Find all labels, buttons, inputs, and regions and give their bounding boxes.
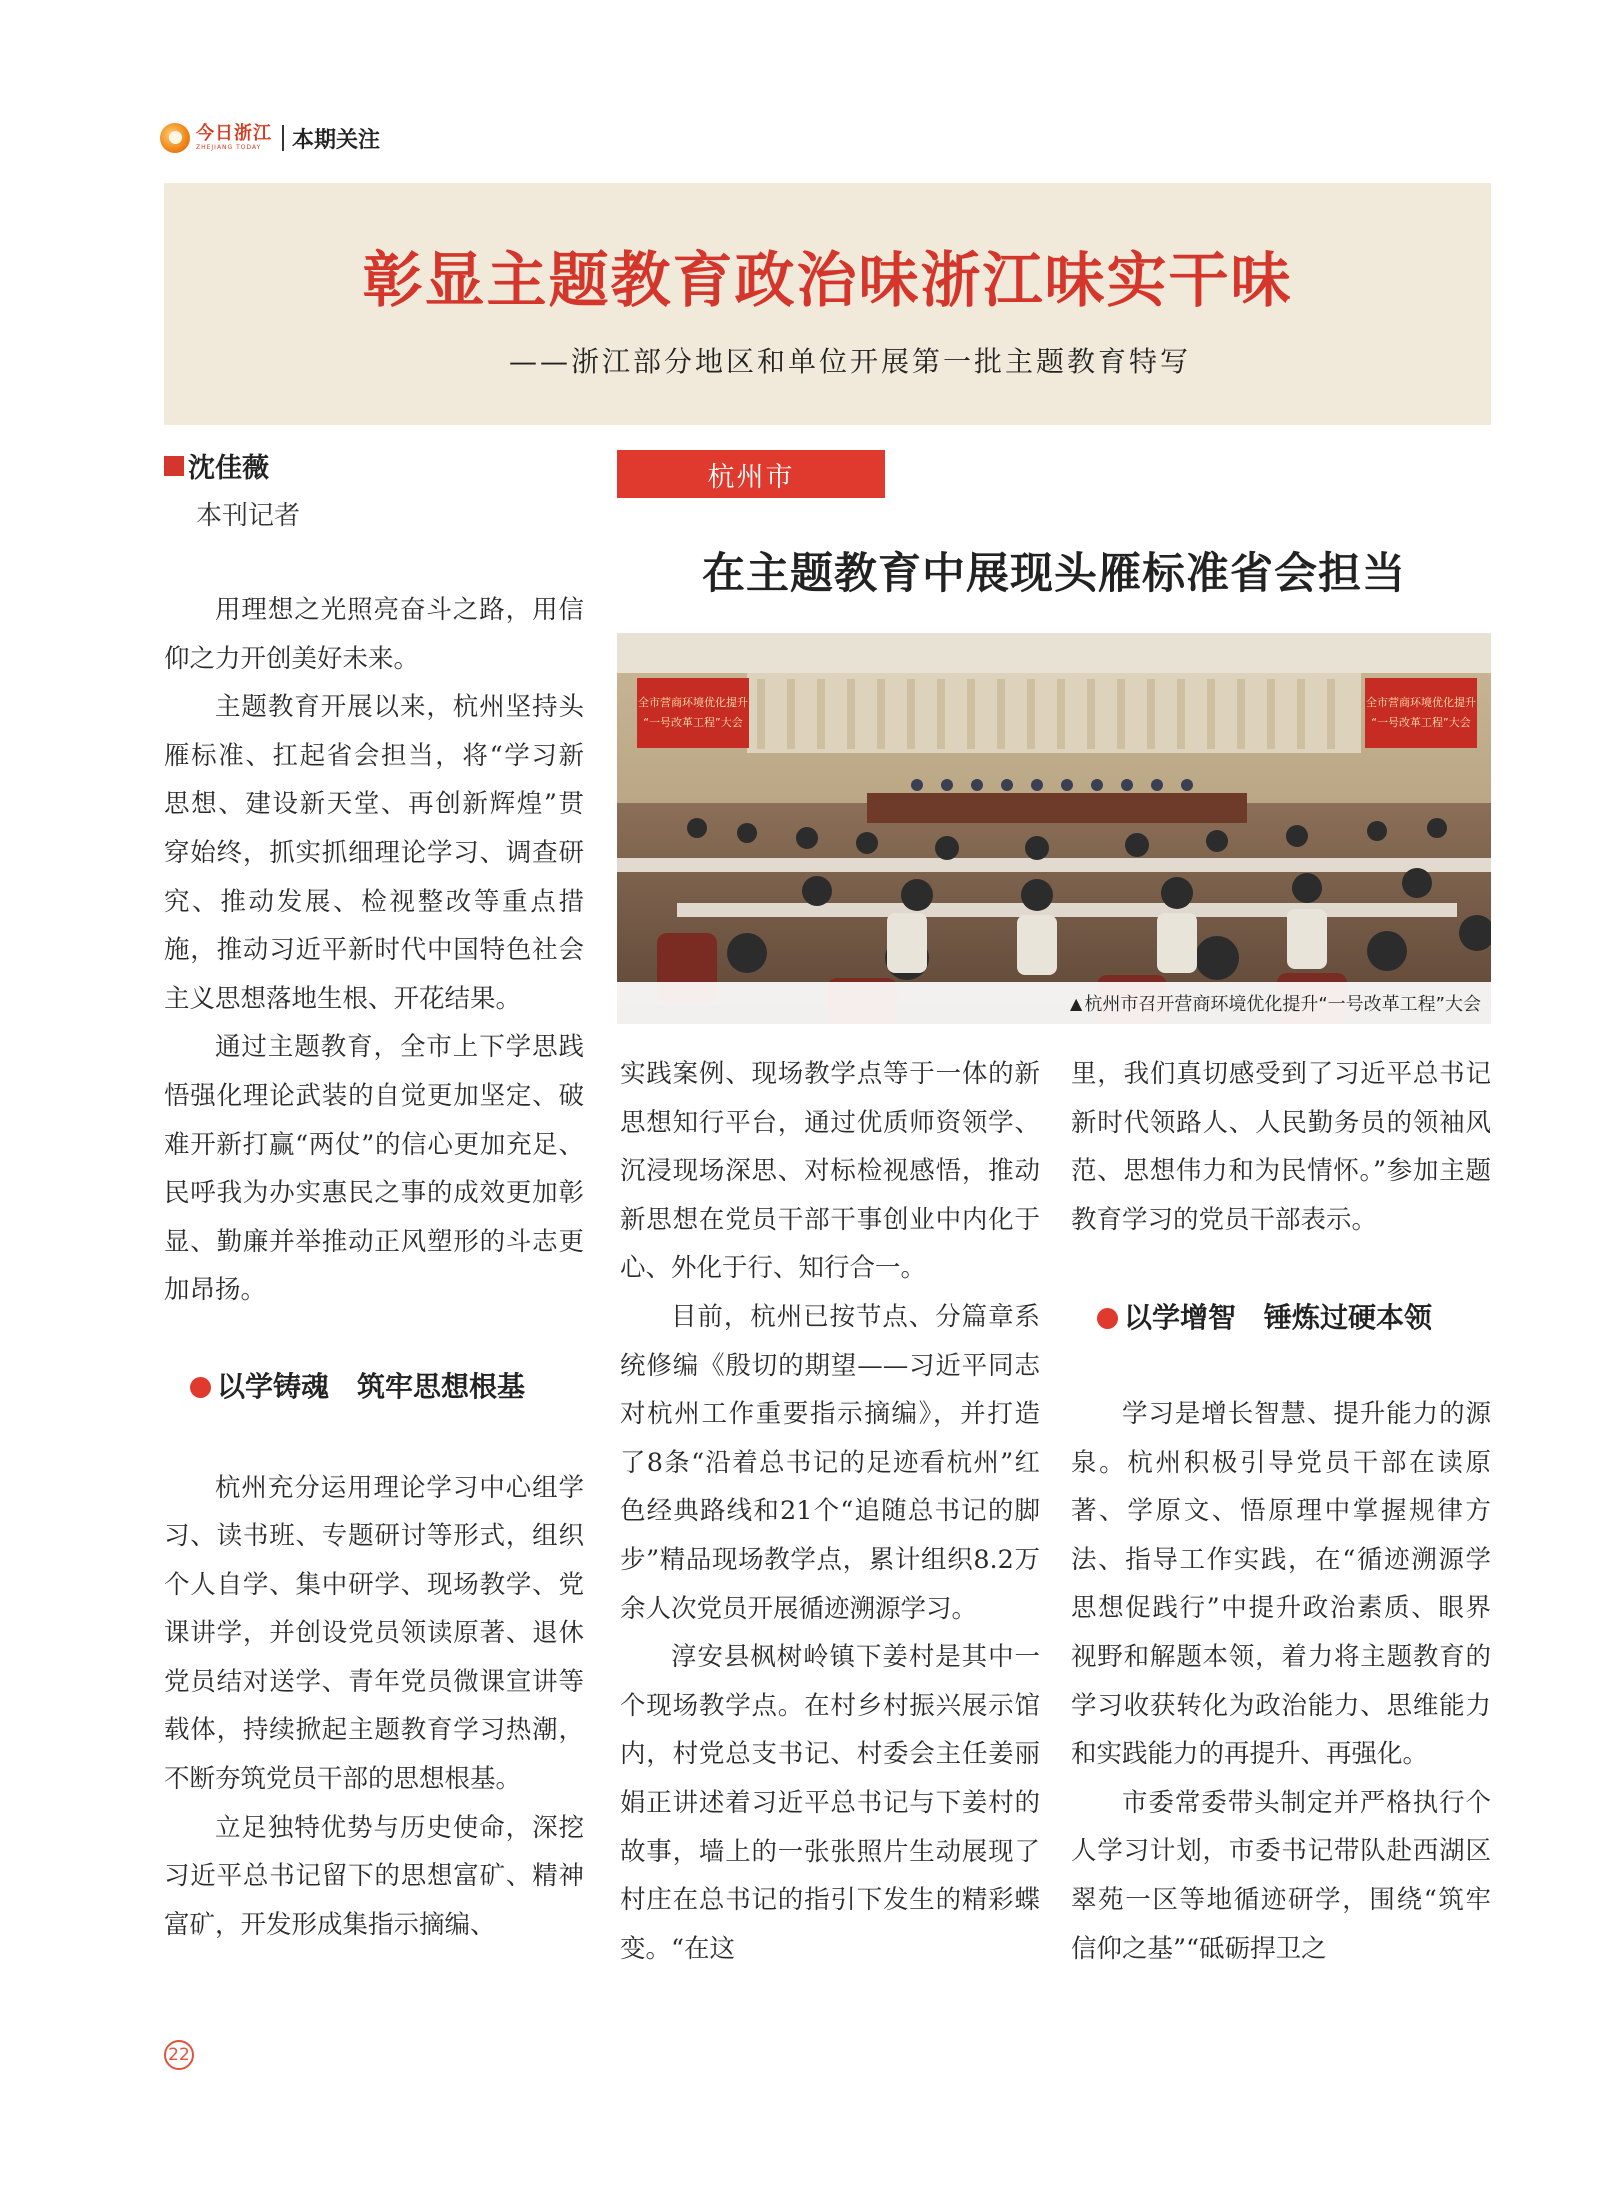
page-number: 22 xyxy=(164,2040,194,2070)
page-title: 彰显主题教育政治味浙江味实干味 xyxy=(362,246,1293,316)
photo-caption-text: 杭州市召开营商环境优化提升“一号改革工程”大会 xyxy=(1084,994,1481,1015)
right-banner-line-1: 全市营商环境优化提升 xyxy=(1366,696,1476,709)
author-role: 本刊记者 xyxy=(196,501,301,531)
logo-text xyxy=(196,124,272,152)
body-column-1 xyxy=(164,586,584,1949)
left-banner-line-2: “一号改革工程”大会 xyxy=(643,716,743,729)
paragraph: 主题教育开展以来，杭州坚持头雁标准、扛起省会担当，将“学习新思想、建设新天堂、再创新辉煌”贯穿始终，抓实抓细理论学习、调查研究、推动发展、检视整改等重点措施，推动习近平新时代中国特色社会主义思想落地生根、开花结果。 xyxy=(164,692,584,1014)
subheading-text: 以学增智 锤炼过硬本领 xyxy=(1124,1301,1433,1335)
author-name xyxy=(164,446,269,485)
paragraph: 通过主题教育，全市上下学思践悟强化理论武装的自觉更加坚定、破难开新打赢“两仗”的信心更加充足、民呼我为办实惠民之事的成效更加彰显、勤廉并举推动正风塑形的斗志更加昂扬。 xyxy=(164,1032,584,1306)
header-divider xyxy=(282,125,284,151)
page-header xyxy=(160,118,380,158)
paragraph-continued: 里，我们真切感受到了习近平总书记新时代领路人、人民勤务员的领袖风范、思想伟力和为民情怀。”参加主题教育学习的党员干部表示。 xyxy=(1071,1059,1491,1235)
meeting-photo-illustration xyxy=(617,633,1491,1024)
section-subheading xyxy=(190,1363,584,1412)
paragraph: 目前，杭州已按节点、分篇章系统修编《殷切的期望——习近平同志对杭州工作重要指示摘编》，并打造了8条“沿着总书记的足迹看杭州”红色经典路线和21个“追随总书记的脚步”精品现场教学点，累计组织8.2万余人次党员开展循迹溯源学习。 xyxy=(620,1301,1040,1624)
section-subheading xyxy=(1097,1294,1491,1343)
page-subtitle: ——浙江部分地区和单位开展第一批主题教育特写 xyxy=(508,345,1191,378)
city-tag: 杭州市 xyxy=(617,450,885,498)
logo-sun-icon xyxy=(160,123,190,153)
paragraph: 淳安县枫树岭镇下姜村是其中一个现场教学点。在村乡村振兴展示馆内，村党总支书记、村委会主任姜丽娟正讲述着习近平总书记与下姜村的故事，墙上的一张张照片生动展现了村庄在总书记的指引下发生的精彩蝶变。“在这 xyxy=(620,1642,1040,1964)
paragraph: 学习是增长智慧、提升能力的源泉。杭州积极引导党员干部在读原著、学原文、悟原理中掌握规律方法、指导工作实践，在“循迹溯源学思想促践行”中提升政治素质、眼界视野和解题本领，着力将主题教育的学习收获转化为政治能力、思维能力和实践能力的再提升、再强化。 xyxy=(1071,1398,1491,1770)
right-banner-line-2: “一号改革工程”大会 xyxy=(1371,716,1471,729)
article-heading: 在主题教育中展现头雁标准省会担当 xyxy=(702,549,1406,599)
paragraph: 立足独特优势与历史使命，深挖习近平总书记留下的思想富矿、精神富矿，开发形成集指示摘编、 xyxy=(164,1812,584,1940)
section-label: 本期关注 xyxy=(292,127,381,153)
author-name-text: 沈佳薇 xyxy=(188,453,269,484)
red-bullet-icon xyxy=(1097,1308,1118,1329)
logo-english-name: ZHEJIANG TODAY xyxy=(196,144,262,151)
paragraph: 杭州充分运用理论学习中心组学习、读书班、专题研讨等形式，组织个人自学、集中研学、现场教学、党课讲学，并创设党员领读原著、退休党员结对送学、青年党员微课宣讲等载体，持续掀起主题教育学习热潮，不断夯筑党员干部的思想根基。 xyxy=(164,1472,584,1795)
paragraph: 用理想之光照亮奋斗之路，用信仰之力开创美好未来。 xyxy=(164,595,584,674)
body-column-3 xyxy=(1071,1050,1491,1973)
paragraph: 市委常委带头制定并严格执行个人学习计划，市委书记带队赴西湖区翠苑一区等地循迹研学，围绕“筑牢信仰之基”“砥砺捍卫之 xyxy=(1071,1787,1491,1964)
photo-caption xyxy=(617,982,1491,1024)
red-square-marker-icon xyxy=(164,456,184,476)
title-banner xyxy=(164,183,1491,425)
logo-chinese-name: 今日浙江 xyxy=(196,123,272,144)
meeting-photo xyxy=(617,633,1491,1024)
left-banner-line-1: 全市营商环境优化提升 xyxy=(638,696,748,709)
body-column-2 xyxy=(620,1050,1040,1973)
subheading-text: 以学铸魂 筑牢思想根基 xyxy=(217,1369,526,1403)
red-bullet-icon xyxy=(190,1377,211,1398)
magazine-logo xyxy=(160,123,272,153)
caption-triangle-icon: ▲ xyxy=(1070,993,1083,1013)
paragraph-continued: 实践案例、现场教学点等于一体的新思想知行平台，通过优质师资领学、沉浸现场深思、对标检视感悟，推动新思想在党员干部干事创业中内化于心、外化于行、知行合一。 xyxy=(620,1059,1040,1284)
